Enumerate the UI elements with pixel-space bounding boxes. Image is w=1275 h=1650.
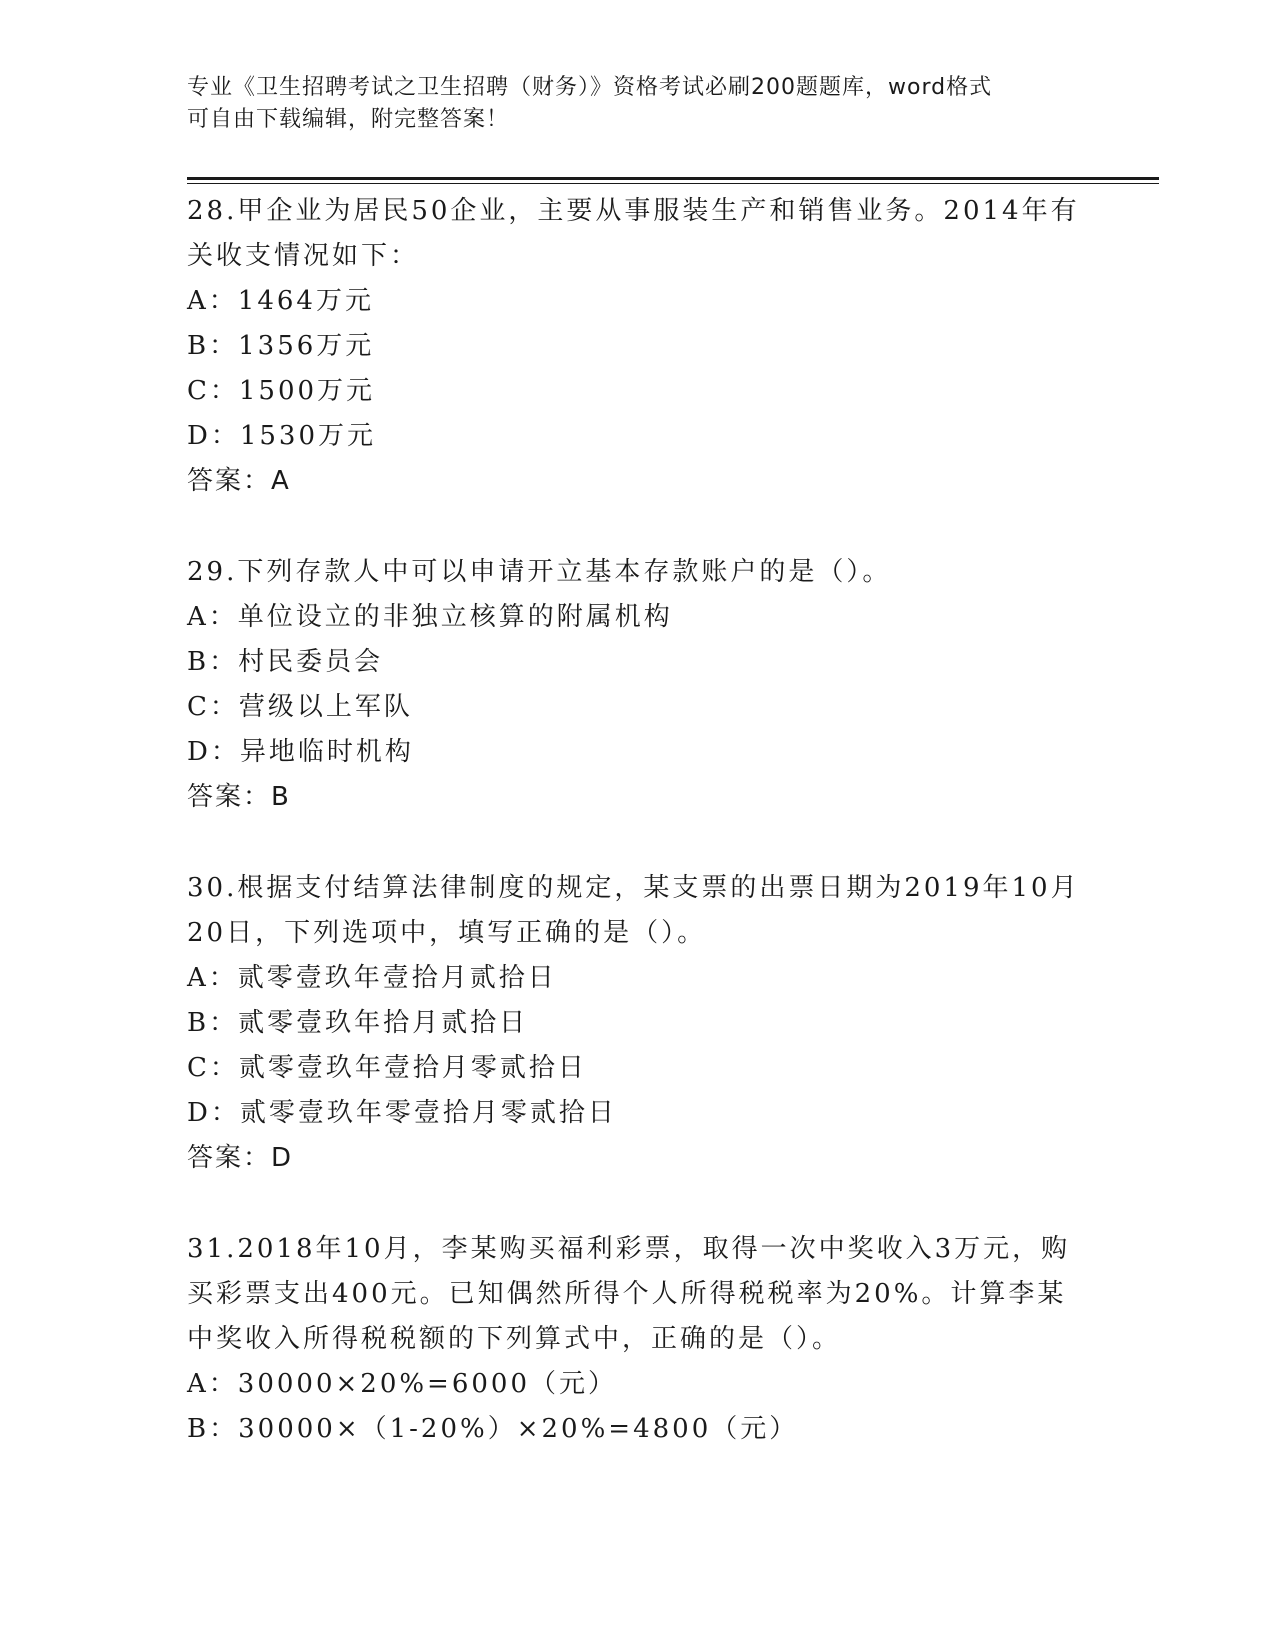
header-divider-thin <box>187 183 1159 184</box>
answer: 答案：D <box>187 1143 294 1173</box>
option-a: A：30000×20%=6000（元） <box>187 1369 618 1399</box>
question-text: 29.下列存款人中可以申请开立基本存款账户的是（）。 <box>187 557 892 587</box>
header-divider-thick <box>187 177 1159 180</box>
option-d: D：贰零壹玖年零壹拾月零贰拾日 <box>187 1098 617 1128</box>
question-28 <box>187 189 1087 504</box>
question-29 <box>187 550 1087 820</box>
question-30 <box>187 866 1087 1181</box>
option-d: D：异地临时机构 <box>187 737 414 767</box>
option-b: B：1356万元 <box>187 331 375 361</box>
question-31 <box>187 1227 1087 1452</box>
question-text: 31.2018年10月，李某购买福利彩票，取得一次中奖收入3万元，购买彩票支出400元。已知偶然所得个人所得税税率为20%。计算李某中奖收入所得税税额的下列算式中，正确的是（）。 <box>187 1234 1071 1354</box>
header-line-2: 可自由下载编辑，附完整答案！ <box>187 107 510 132</box>
option-c: C：贰零壹玖年壹拾月零贰拾日 <box>187 1053 587 1083</box>
option-a: A：贰零壹玖年壹拾月贰拾日 <box>187 963 557 993</box>
option-d: D：1530万元 <box>187 421 377 451</box>
option-b: B：村民委员会 <box>187 647 384 677</box>
document-header <box>187 72 1087 136</box>
option-b: B：贰零壹玖年拾月贰拾日 <box>187 1008 529 1038</box>
question-text: 30.根据支付结算法律制度的规定，某支票的出票日期为2019年10月20日，下列选项中，填写正确的是（）。 <box>187 873 1080 948</box>
option-c: C：1500万元 <box>187 376 376 406</box>
answer: 答案：B <box>187 782 291 812</box>
option-c: C：营级以上军队 <box>187 692 413 722</box>
question-text: 28.甲企业为居民50企业，主要从事服装生产和销售业务。2014年有关收支情况如下： <box>187 196 1080 271</box>
option-a: A：单位设立的非独立核算的附属机构 <box>187 602 673 632</box>
option-b: B：30000×（1-20%）×20%=4800（元） <box>187 1414 799 1444</box>
answer: 答案：A <box>187 466 291 496</box>
option-a: A：1464万元 <box>187 286 374 316</box>
question-list <box>187 189 1087 1498</box>
header-line-1: 专业《卫生招聘考试之卫生招聘（财务）》资格考试必刷200题题库，word格式 <box>187 75 993 100</box>
